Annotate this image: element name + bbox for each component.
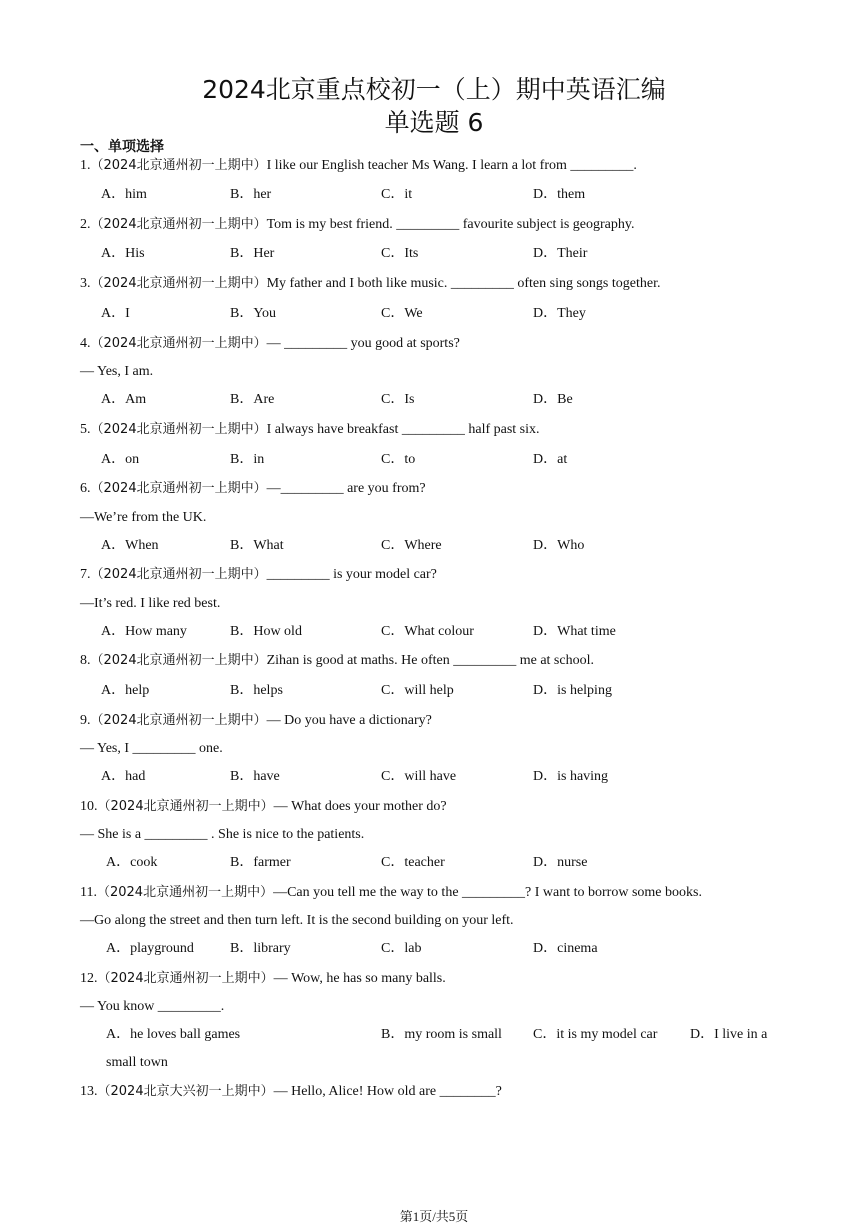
question-5: 5.（2024北京通州初一上期中）I always have breakfast _________ half past six. bbox=[80, 422, 540, 437]
q3-option-c: C．We bbox=[381, 306, 423, 321]
q10-option-a: A．cook bbox=[106, 855, 158, 870]
q11-option-b: B．library bbox=[230, 941, 291, 956]
q5-option-b: B．in bbox=[230, 452, 265, 467]
q2-option-c: C．Its bbox=[381, 246, 419, 261]
q12-option-b: B．my room is small bbox=[381, 1027, 502, 1042]
q1-option-d: D．them bbox=[533, 187, 586, 202]
q6-option-b: B．What bbox=[230, 538, 284, 553]
q3-option-a: A．I bbox=[101, 306, 130, 321]
q2-option-d: D．Their bbox=[533, 246, 588, 261]
q12-option-c: C．it is my model car bbox=[533, 1027, 658, 1042]
q3-option-b: B．You bbox=[230, 306, 277, 321]
q12-option-d-wrap: small town bbox=[106, 1055, 168, 1070]
q7-option-b: B．How old bbox=[230, 624, 302, 639]
q10-option-c: C．teacher bbox=[381, 855, 445, 870]
question-2: 2.（2024北京通州初一上期中）Tom is my best friend. _________ favourite subject is geography. bbox=[80, 217, 635, 232]
q8-option-a: A．help bbox=[101, 683, 150, 698]
q6-answer-line: —We’re from the UK. bbox=[80, 510, 207, 525]
q11-option-d: D．cinema bbox=[533, 941, 598, 956]
q3-option-d: D．They bbox=[533, 306, 586, 321]
q8-option-d: D．is helping bbox=[533, 683, 612, 698]
q4-answer-line: — Yes, I am. bbox=[80, 364, 154, 379]
q6-option-a: A．When bbox=[101, 538, 159, 553]
question-11: 11.（2024北京通州初一上期中）—Can you tell me the way to the _________? I want to borrow some books. bbox=[80, 885, 702, 900]
q4-option-c: C．Is bbox=[381, 392, 415, 407]
q2-option-b: B．Her bbox=[230, 246, 275, 261]
q12-option-d: D．I live in a bbox=[690, 1027, 768, 1042]
question-7: 7.（2024北京通州初一上期中）_________ is your model car? bbox=[80, 567, 437, 582]
q7-option-a: A．How many bbox=[101, 624, 187, 639]
q9-answer-line: — Yes, I _________ one. bbox=[80, 741, 223, 756]
q1-option-c: C．it bbox=[381, 187, 413, 202]
q7-answer-line: —It’s red. I like red best. bbox=[80, 596, 221, 611]
q6-option-d: D．Who bbox=[533, 538, 585, 553]
q11-option-c: C．lab bbox=[381, 941, 422, 956]
q10-option-d: D．nurse bbox=[533, 855, 588, 870]
q7-option-d: D．What time bbox=[533, 624, 616, 639]
q1-option-b: B．her bbox=[230, 187, 272, 202]
document-subtitle: 单选题 6 bbox=[384, 108, 484, 137]
q4-option-b: B．Are bbox=[230, 392, 275, 407]
q4-option-a: A．Am bbox=[101, 392, 147, 407]
q9-option-c: C．will have bbox=[381, 769, 457, 784]
q11-option-a: A．playground bbox=[106, 941, 194, 956]
q1-option-a: A．him bbox=[101, 187, 147, 202]
q9-option-a: A．had bbox=[101, 769, 146, 784]
page-footer: 第1页/共5页 bbox=[399, 1209, 469, 1224]
question-12: 12.（2024北京通州初一上期中）— Wow, he has so many balls. bbox=[80, 971, 446, 986]
q5-option-a: A．on bbox=[101, 452, 140, 467]
q5-option-d: D．at bbox=[533, 452, 568, 467]
section-heading: 一、单项选择 bbox=[80, 139, 164, 155]
q10-answer-line: — She is a _________ . She is nice to the patients. bbox=[80, 827, 365, 842]
q9-option-d: D．is having bbox=[533, 769, 609, 784]
q12-option-a: A．he loves ball games bbox=[106, 1027, 241, 1042]
question-8: 8.（2024北京通州初一上期中）Zihan is good at maths. He often _________ me at school. bbox=[80, 653, 594, 668]
q5-option-c: C．to bbox=[381, 452, 416, 467]
question-9: 9.（2024北京通州初一上期中）— Do you have a dictionary? bbox=[80, 713, 432, 728]
question-3: 3.（2024北京通州初一上期中）My father and I both like music. _________ often sing songs together. bbox=[80, 276, 661, 291]
q7-option-c: C．What colour bbox=[381, 624, 474, 639]
q2-option-a: A．His bbox=[101, 246, 145, 261]
q6-option-c: C．Where bbox=[381, 538, 442, 553]
q9-option-b: B．have bbox=[230, 769, 280, 784]
question-4: 4.（2024北京通州初一上期中）— _________ you good at sports? bbox=[80, 336, 460, 351]
question-1: 1.（2024北京通州初一上期中）I like our English teacher Ms Wang. I learn a lot from _________. bbox=[80, 158, 637, 173]
q8-option-b: B．helps bbox=[230, 683, 283, 698]
question-10: 10.（2024北京通州初一上期中）— What does your mother do? bbox=[80, 799, 447, 814]
q11-answer-line: —Go along the street and then turn left. It is the second building on your left. bbox=[80, 913, 514, 928]
q12-answer-line: — You know _________. bbox=[80, 999, 225, 1014]
q10-option-b: B．farmer bbox=[230, 855, 291, 870]
q8-option-c: C．will help bbox=[381, 683, 454, 698]
q4-option-d: D．Be bbox=[533, 392, 573, 407]
question-6: 6.（2024北京通州初一上期中）—_________ are you from? bbox=[80, 481, 426, 496]
document-title: 2024北京重点校初一（上）期中英语汇编 bbox=[202, 75, 666, 104]
question-13: 13.（2024北京大兴初一上期中）— Hello, Alice! How old are ________? bbox=[80, 1084, 502, 1099]
